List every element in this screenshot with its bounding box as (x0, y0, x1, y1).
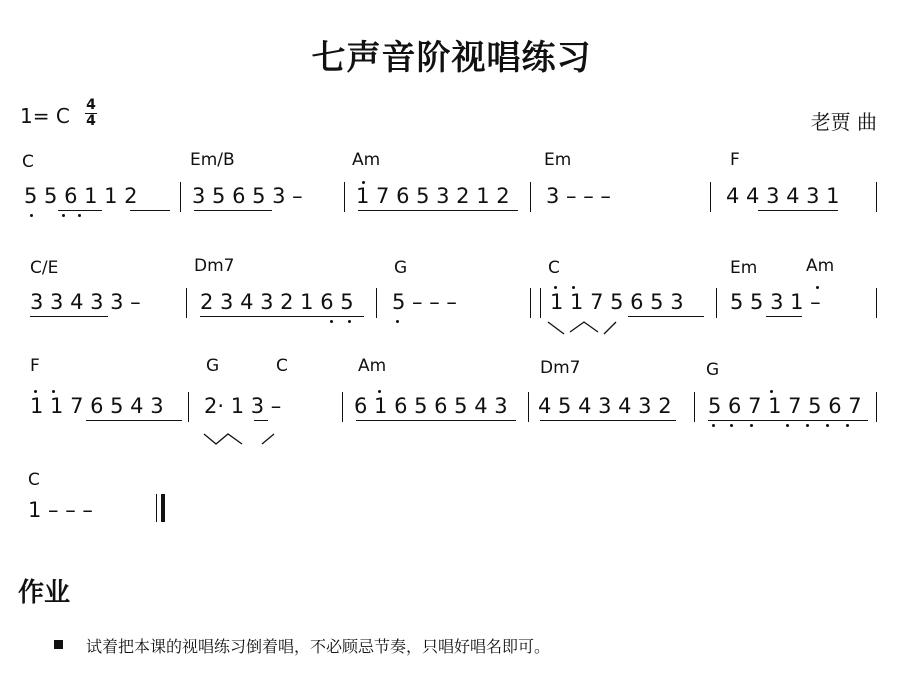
underline (30, 316, 108, 317)
underline (58, 210, 102, 211)
measure: 1 – – – (28, 498, 93, 522)
chord-label: G (206, 356, 220, 376)
chord-label: Em (544, 150, 572, 170)
measure: 4 5 4 3 4 3 2 (538, 394, 672, 418)
underline (540, 420, 676, 421)
page-title: 七声音阶视唱练习 (311, 38, 592, 78)
chord-label: F (30, 356, 40, 376)
chord-label: G (394, 258, 408, 278)
measure: 5 – – – (392, 290, 457, 314)
chord-label: Am (358, 356, 387, 376)
underline (194, 210, 272, 211)
measure: 5 5 6 1 1 2 (24, 184, 138, 208)
bullet-icon (54, 640, 63, 649)
measure: 3 5 6 5 3 – (192, 184, 303, 208)
homework-heading: 作业 (18, 578, 71, 608)
underline (200, 316, 364, 317)
measure: 1 1 7 6 5 4 3 (30, 394, 164, 418)
chord-label: Dm7 (194, 256, 235, 276)
measure: 3 3 4 3 3 – (30, 290, 141, 314)
chord-label: Em (730, 258, 758, 278)
measure: 4 4 3 4 3 1 (726, 184, 840, 208)
chord-label: G (706, 360, 720, 380)
time-signature-top: 4 (86, 97, 96, 113)
underline (708, 420, 868, 421)
key-signature: 1= C (20, 104, 70, 128)
measure: 5 5 3 1 – (730, 290, 821, 314)
measure: 3 – – – (546, 184, 611, 208)
slur-mark (202, 428, 282, 448)
chord-label: Em/B (190, 150, 235, 170)
final-barline (161, 494, 165, 522)
chord-label: Am (806, 256, 835, 276)
underline (130, 210, 170, 211)
chord-label: C (22, 152, 34, 172)
time-signature (84, 98, 98, 129)
underline (628, 316, 704, 317)
time-signature-bottom: 4 (86, 113, 96, 129)
chord-label: C/E (30, 258, 59, 278)
chord-label: C (276, 356, 288, 376)
measure: 1 1 7 5 6 5 3 (550, 290, 684, 314)
measure: 2 3 4 3 2 1 6 5 (200, 290, 354, 314)
underline (86, 420, 182, 421)
underline (758, 210, 838, 211)
measure: 5 6 7 1 7 5 6 7 (708, 394, 862, 418)
homework-item: 试着把本课的视唱练习倒着唱，不必顾忌节奏，只唱好唱名即可。 (86, 637, 551, 656)
measure: 1 7 6 5 3 2 1 2 (356, 184, 510, 208)
composer: 老贾 曲 (810, 110, 877, 134)
measure: 6 1 6 5 6 5 4 3 (354, 394, 508, 418)
underline (358, 210, 518, 211)
chord-label: C (28, 470, 40, 490)
underline (766, 316, 802, 317)
chord-label: F (730, 150, 740, 170)
underline (356, 420, 516, 421)
chord-label: C (548, 258, 560, 278)
chord-label: Am (352, 150, 381, 170)
slur-mark (546, 318, 626, 338)
chord-label: Dm7 (540, 358, 581, 378)
underline (254, 420, 268, 421)
measure: 2· 1 3 – (204, 394, 282, 418)
